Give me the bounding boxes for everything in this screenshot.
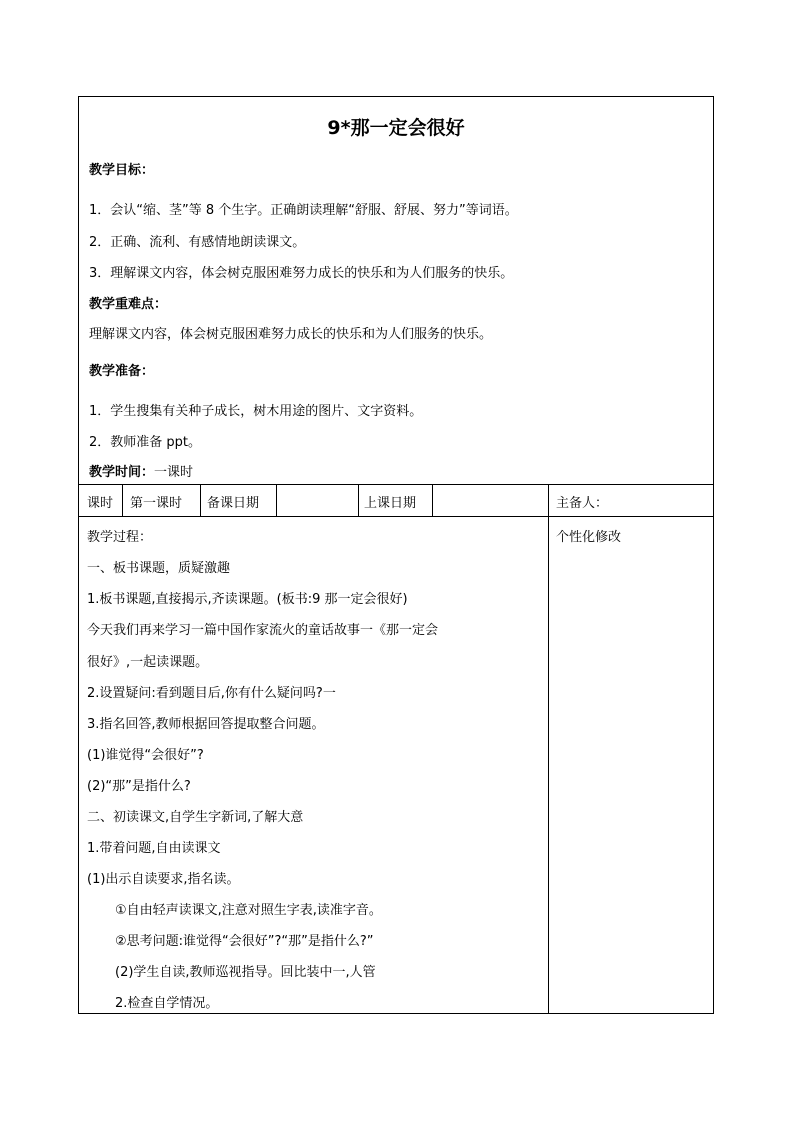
- preparation-heading: 教学准备：: [89, 364, 155, 379]
- process-line: 今天我们再来学习一篇中国作家流火的童话故事一《那一定会: [87, 623, 439, 638]
- info-row-bottom-border: [79, 516, 713, 517]
- process-line: 3.指名回答,教师根据回答提取整合问题。: [87, 717, 325, 732]
- objective-item: 1．会认“缩、茎”等 8 个生字。正确朗读理解“舒服、舒展、努力”等词语。: [89, 203, 518, 218]
- process-line: 二、初读课文,自学生字新词,了解大意: [87, 810, 304, 825]
- process-line: 2.设置疑问:看到题目后,你有什么疑问吗?一: [87, 686, 336, 701]
- key-points-heading: 教学重难点：: [89, 297, 168, 312]
- lesson-label: 课时: [87, 496, 114, 511]
- process-line: (2)“那”是指什么?: [87, 779, 191, 794]
- process-line: (1)谁觉得“会很好”?: [87, 748, 204, 763]
- cell-divider: [276, 484, 277, 516]
- teaching-time-value: 一课时: [154, 465, 194, 480]
- process-line: 1.带着问题,自由读课文: [87, 841, 221, 856]
- process-line: 2.检查自学情况。: [115, 996, 219, 1011]
- cell-divider: [358, 484, 359, 516]
- info-row-top-border: [79, 484, 713, 485]
- objectives-heading: 教学目标：: [89, 163, 155, 178]
- lesson-plan-table: [78, 96, 714, 1014]
- process-line: 1.板书课题,直接揭示,齐读课题。(板书:9 那一定会很好): [87, 592, 408, 607]
- process-line: ②思考问题:谁觉得“会很好”?“那”是指什么?”: [115, 934, 374, 949]
- process-line: 一、板书课题，质疑激趣: [87, 561, 231, 576]
- side-column-divider: [548, 484, 549, 1014]
- teaching-time: [89, 461, 193, 480]
- process-line: ①自由轻声读课文,注意对照生字表,读准字音。: [115, 903, 382, 918]
- objective-item: 2．正确、流利、有感情地朗读课文。: [89, 235, 306, 250]
- preparation-item: 1．学生搜集有关种子成长，树木用途的图片、文字资料。: [89, 404, 423, 419]
- process-line: (2)学生自读,教师巡视指导。回比装中一,人管: [115, 965, 376, 980]
- cell-divider: [432, 484, 433, 516]
- process-line: (1)出示自读要求,指名读。: [87, 872, 240, 887]
- process-line: 很好》,一起读课题。: [87, 655, 209, 670]
- preparation-item: 2．教师准备 ppt。: [89, 435, 202, 450]
- lesson-value: 第一课时: [130, 496, 183, 511]
- lesson-title: 9*那一定会很好: [327, 117, 465, 139]
- process-line: 教学过程：: [87, 530, 153, 545]
- key-points-text: 理解课文内容，体会树克服困难努力成长的快乐和为人们服务的快乐。: [89, 327, 493, 342]
- preparer-label: 主备人：: [556, 496, 609, 511]
- personal-revision-heading: 个性化修改: [556, 530, 622, 545]
- teaching-time-label: 教学时间：: [89, 465, 155, 480]
- class-date-label: 上课日期: [364, 496, 417, 511]
- cell-divider: [122, 484, 123, 516]
- prep-date-label: 备课日期: [207, 496, 260, 511]
- objective-item: 3．理解课文内容，体会树克服困难努力成长的快乐和为人们服务的快乐。: [89, 266, 514, 281]
- cell-divider: [200, 484, 201, 516]
